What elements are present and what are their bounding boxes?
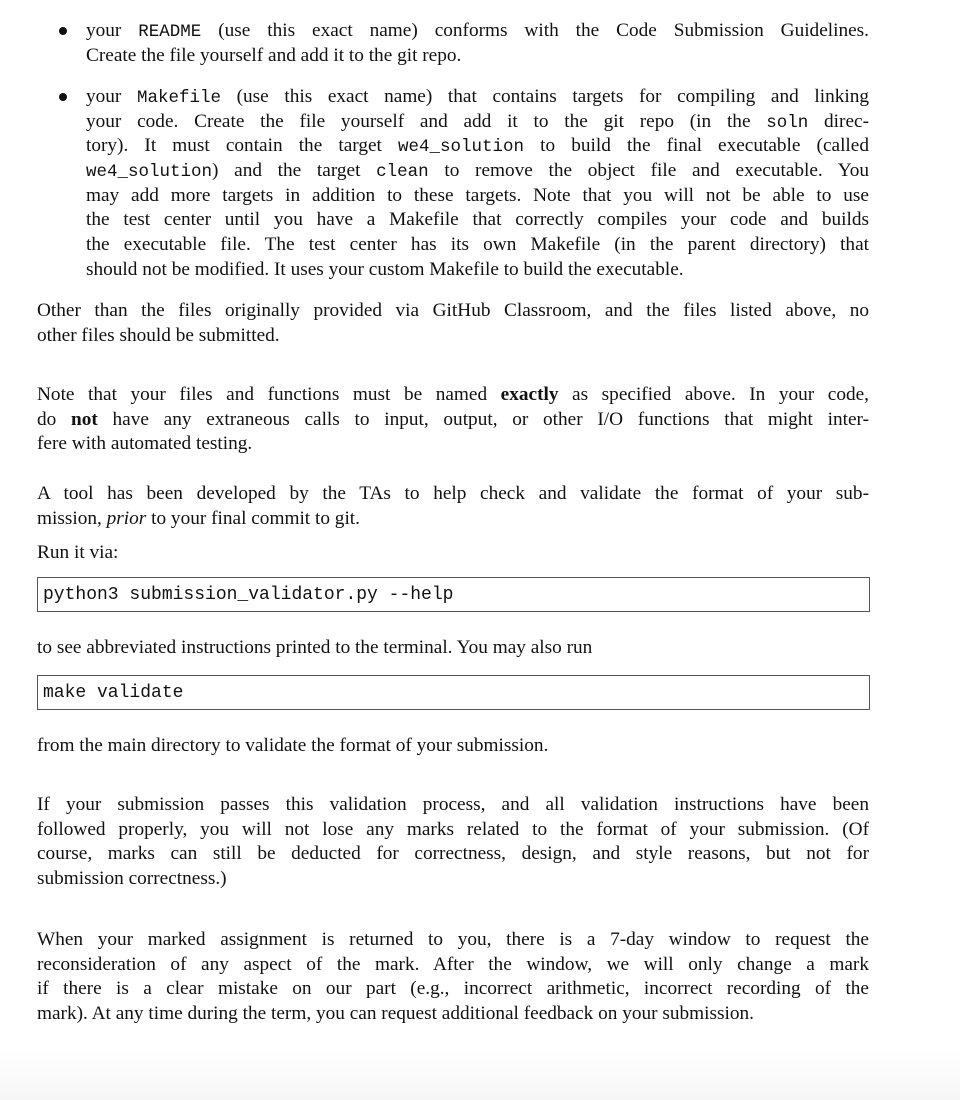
text-segment: to build the final executable (called	[524, 135, 869, 157]
text-line	[37, 818, 869, 843]
text-segment: your	[86, 86, 137, 107]
text-segment: (use this exact name) conforms with the Code Submission Guidelines.	[201, 20, 869, 41]
text-segment: from the main directory to validate the format of your submission.	[37, 735, 549, 756]
text-segment: When your marked assignment is returned to you, there is a 7-day window to request the	[37, 929, 869, 950]
text-line	[37, 383, 869, 408]
text-line	[86, 184, 869, 209]
text-segment: your	[86, 20, 139, 41]
bullet-makefile	[86, 85, 869, 283]
emphasis-text: exactly	[500, 384, 559, 405]
text-segment: course, marks can still be deducted for correctness, design, and style reasons, but not for	[37, 843, 869, 865]
paragraph-validator-tool	[37, 482, 869, 531]
text-line	[86, 208, 869, 233]
text-segment: submission correctness.)	[37, 868, 227, 890]
text-segment: should not be modified. It uses your custom Makefile to build the executable.	[86, 258, 684, 280]
inline-code: README	[138, 22, 202, 42]
inline-code: we4_solution	[398, 137, 525, 158]
text-line	[86, 233, 869, 258]
text-line	[86, 44, 869, 69]
text-segment: may add more targets in addition to these targets. Note that you will not be able to use	[86, 184, 869, 206]
text-line	[37, 507, 869, 532]
text-segment: Note that your files and functions must be named	[37, 384, 501, 405]
text-line	[37, 793, 869, 818]
text-line	[86, 110, 869, 135]
code-make-validate: make validate	[37, 675, 870, 710]
paragraph-remark-window	[37, 928, 869, 1027]
code-validator-command: python3 submission_validator.py --help	[37, 577, 870, 612]
text-segment: to remove the object file and executable. You	[428, 160, 869, 182]
text-segment: if there is a clear mistake on our part (e.g., incorrect arithmetic, incorrect recording of the	[37, 978, 869, 1000]
paragraph-from-main	[37, 734, 869, 759]
inline-code: Makefile	[136, 88, 221, 108]
text-segment: tory). It must contain the target	[86, 135, 398, 157]
text-segment: followed properly, you will not lose any marks related to the format of your submission. (Of	[37, 818, 869, 840]
text-segment: direc-	[808, 110, 869, 132]
text-segment: ) and the target	[212, 160, 377, 182]
text-line	[86, 19, 869, 44]
text-line	[37, 953, 869, 978]
paragraph-run-it	[37, 541, 869, 566]
text-segment: reconsideration of any aspect of the mark. After the window, we will only change a mark	[37, 953, 869, 975]
text-line	[86, 258, 869, 283]
text-line	[37, 842, 869, 867]
text-line	[86, 159, 869, 184]
emphasis-text: not	[71, 408, 98, 430]
bullet-icon	[59, 27, 67, 35]
text-segment: (use this exact name) that contains targets for compiling and linking	[220, 86, 869, 107]
inline-code: clean	[376, 162, 429, 183]
text-segment: mark). At any time during the term, you can request additional feedback on your submission.	[37, 1003, 754, 1025]
text-segment: Run it via:	[37, 542, 119, 563]
text-line	[37, 324, 869, 349]
text-line	[37, 977, 869, 1002]
paragraph-other-files	[37, 299, 869, 348]
bullet-readme	[86, 19, 869, 68]
paragraph-validation-passes	[37, 793, 869, 892]
text-segment: have any extraneous calls to input, output, or other I/O functions that might inter-	[97, 408, 869, 430]
text-line	[37, 432, 869, 457]
paragraph-to-see	[37, 636, 869, 661]
text-segment: do	[37, 408, 72, 430]
text-segment: your code. Create the file yourself and add it to the git repo (in the	[86, 110, 767, 132]
text-segment: as specified above. In your code,	[558, 384, 869, 405]
paragraph-naming-note	[37, 383, 869, 457]
text-line	[86, 85, 869, 110]
inline-code: soln	[766, 112, 809, 133]
text-segment: Create the file yourself and add it to the git repo.	[86, 44, 462, 66]
text-segment: A tool has been developed by the TAs to help check and validate the format of your sub-	[37, 483, 869, 504]
bullet-icon	[59, 93, 67, 101]
text-segment: If your submission passes this validation process, and all validation instructions have been	[37, 794, 869, 815]
text-line	[37, 1002, 869, 1027]
text-segment: the executable file. The test center has its own Makefile (in the parent directory) that	[86, 234, 869, 256]
text-segment: other files should be submitted.	[37, 324, 280, 346]
text-line	[86, 134, 869, 159]
text-segment: to your final commit to git.	[146, 507, 360, 529]
text-segment: to see abbreviated instructions printed to the terminal. You may also run	[37, 637, 593, 658]
text-segment: Other than the files originally provided via GitHub Classroom, and the files listed above, no	[37, 300, 869, 321]
text-line	[37, 928, 869, 953]
text-line	[37, 299, 869, 324]
text-segment: the test center until you have a Makefile that correctly compiles your code and builds	[86, 209, 869, 231]
text-line	[37, 541, 869, 566]
text-line	[37, 636, 869, 661]
text-line	[37, 734, 869, 759]
text-segment: mission,	[37, 507, 107, 529]
inline-code: we4_solution	[86, 162, 213, 183]
text-line	[37, 867, 869, 892]
emphasis-text: prior	[106, 507, 147, 529]
text-line	[37, 408, 869, 433]
text-segment: fere with automated testing.	[37, 433, 253, 455]
text-line	[37, 482, 869, 507]
